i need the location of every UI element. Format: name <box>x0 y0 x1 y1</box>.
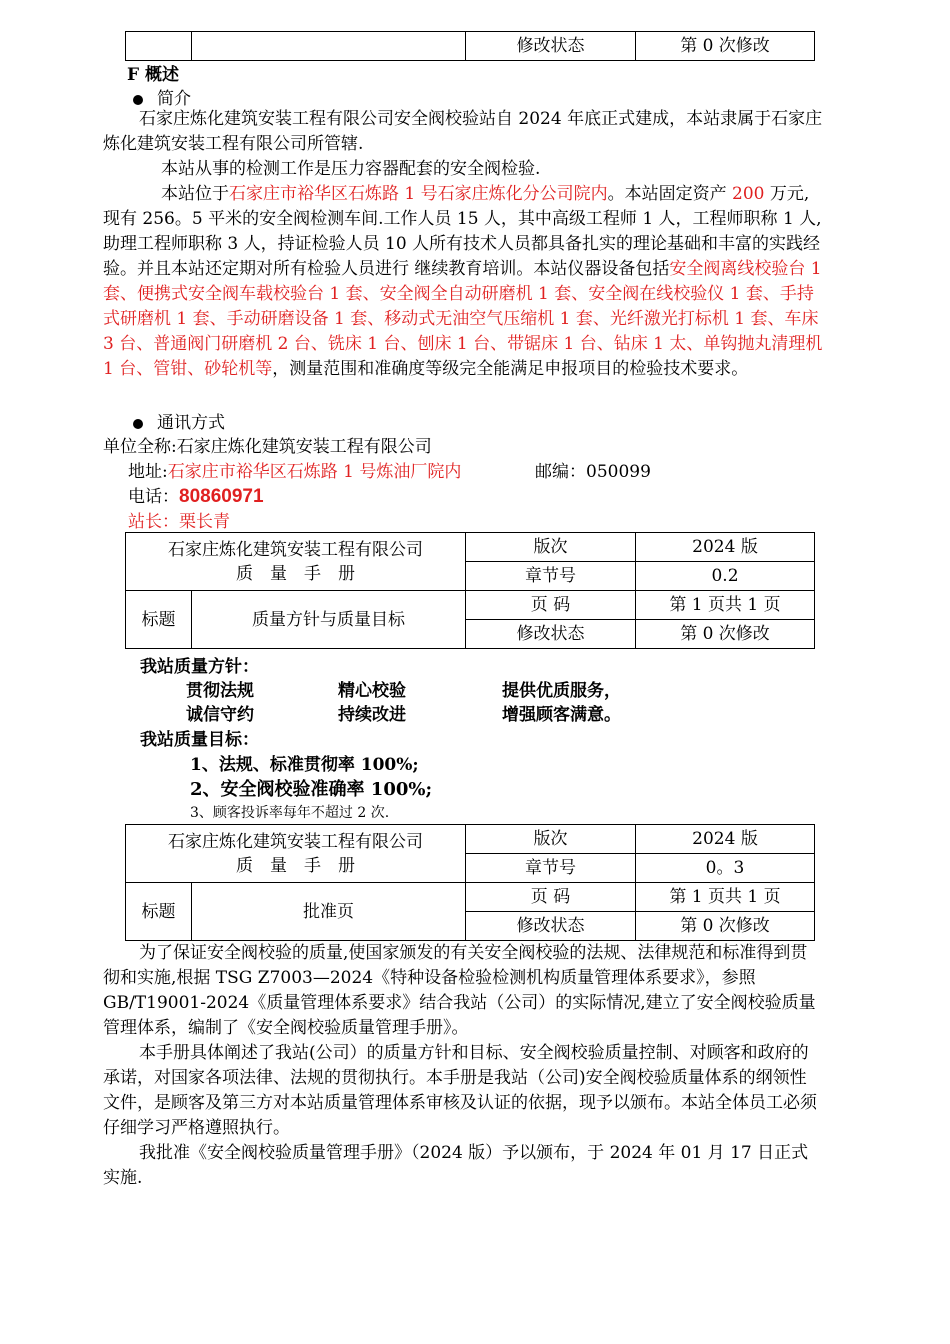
empty-cell <box>192 32 466 61</box>
title-label: 标题 <box>126 591 192 649</box>
chapter-label: 章节号 <box>466 854 636 883</box>
unit-line: 单位全称:石家庄炼化建筑安装工程有限公司 <box>103 437 432 457</box>
page-value: 第 1 页共 1 页 <box>636 591 815 620</box>
title-value: 质量方针与质量目标 <box>192 591 466 649</box>
header-table-2 <box>125 532 815 649</box>
approval-body <box>103 941 823 1191</box>
revision-value: 第 0 次修改 <box>636 32 815 61</box>
postcode: 邮编：050099 <box>535 462 651 482</box>
intro-body <box>103 107 823 382</box>
chapter-value: 0.2 <box>636 562 815 591</box>
intro-paragraph-3: 本站位于石家庄市裕华区石炼路 1 号石家庄炼化分公司院内。本站固定资产 200 万元,现有 256。5 平米的安全阀检测车间.工作人员 15 人，其中高级工程师 1 人，工程师职称 1 人,助理工程师职称 3 人，持证检验人员 10 人所有技术人员都具备扎实的理论基础和丰富的实践经验。并且本站还定期对所有检验人员进行 继续教育培训。本站仪器设备包括安全阀离线校验台 1 套、便携式安全阀车载校验台 1 套、安全阀全自动研磨机 1 套、安全阀在线校验仪 1 套、手持式研磨机 1 套、手动研磨设备 1 套、移动式无油空气压缩机 1 套、光纤激光打标机 1 套、车床 3 台、普通阀门研磨机 2 台、铣床 1 台、刨床 1 台、带锯床 1 台、钻床 1 太、单钩抛丸清理机 1 台、管钳、砂轮机等，测量范围和准确度等级完全能满足申报项目的检验技术要求。 <box>103 184 823 379</box>
assets-highlight: 200 <box>732 184 765 204</box>
revision-label: 修改状态 <box>466 620 636 649</box>
edition-label: 版次 <box>466 825 636 854</box>
intro-paragraph-1: 石家庄炼化建筑安装工程有限公司安全阀校验站自 2024 年底正式建成，本站隶属于石家庄炼化建筑安装工程有限公司所管辖. <box>103 109 823 154</box>
head-line: 站长：栗长青 <box>128 512 230 532</box>
chapter-label: 章节号 <box>466 562 636 591</box>
address-line: 地址:石家庄市裕华区石炼路 1 号炼油厂院内 <box>128 462 462 482</box>
intro-paragraph-2: 本站从事的检测工作是压力容器配套的安全阀检验. <box>161 159 541 179</box>
revision-label: 修改状态 <box>466 32 636 61</box>
approval-paragraph-1: 为了保证安全阀校验的质量,使国家颁发的有关安全阀校验的法规、法律规范和标准得到贯彻和实施,根据 TSG Z7003—2024《特种设备检验检测机构质量管理体系要求》，参照 GB/T19001-2024《质量管理体系要求》结合我站（公司）的实际情况,建立了安全阀校验质量管理体系，编制了《安全阀校验质量管理手册》。 <box>103 943 816 1038</box>
goal-item: 2、安全阀校验准确率 100%; <box>190 779 433 800</box>
page-label: 页 码 <box>466 591 636 620</box>
phone-line: 电话：80860971 <box>128 486 264 507</box>
equipment-highlight: 安全阀离线校验台 1 套、便携式安全阀车载校验台 1 套、安全阀全自动研磨机 1 套、安全阀在线校验仪 1 套、手持式研磨机 1 套、手动研磨设备 1 套、移动式无油空气压缩机 1 套、光纤激光打标机 1 套、车床 3 台、普通阀门研磨机 2 台、铣床 1 台、刨床 1 台、带锯床 1 台、钻床 1 太、单钩抛丸清理机 1 台、管钳、砂轮机等 <box>103 259 823 379</box>
goal-item: 3、顾客投诉率每年不超过 2 次. <box>190 805 390 821</box>
approval-paragraph-2: 本手册具体阐述了我站(公司）的质量方针和目标、安全阀校验质量控制、对顾客和政府的承诺，对国家各项法律、法规的贯彻执行。本手册是我站（公司)安全阀校验质量体系的纲领性文件，是顾客及第三方对本站质量管理体系审核及认证的依据，现予以颁布。本站全体员工必须仔细学习严格遵照执行。 <box>103 1043 817 1138</box>
company-cell: 石家庄炼化建筑安装工程有限公司 质 量 手 册 <box>126 825 466 883</box>
policy-item: 提供优质服务， <box>502 681 621 701</box>
policy-item: 贯彻法规 <box>186 681 254 701</box>
title-value: 批准页 <box>192 883 466 941</box>
address-value: 石家庄市裕华区石炼路 1 号炼油厂院内 <box>167 462 462 482</box>
policy-item: 精心校验 <box>338 681 406 701</box>
edition-value: 2024 版 <box>636 825 815 854</box>
contact-heading: 通讯方式 <box>133 408 225 433</box>
section-title: F 概述 <box>127 65 179 85</box>
approval-paragraph-3: 我批准《安全阀校验质量管理手册》（2024 版）予以颁布，于 2024 年 01 月 17 日正式实施. <box>103 1143 809 1188</box>
intro-heading: 简介 <box>133 84 191 109</box>
page-label: 页 码 <box>466 883 636 912</box>
revision-label: 修改状态 <box>466 912 636 941</box>
location-highlight: 石家庄市裕华区石炼路 1 号石家庄炼化分公司院内 <box>229 184 608 204</box>
policy-item: 诚信守约 <box>186 705 254 725</box>
page-value: 第 1 页共 1 页 <box>636 883 815 912</box>
bullet-icon <box>133 419 143 429</box>
policy-item: 持续改进 <box>338 705 406 725</box>
chapter-value: 0。3 <box>636 854 815 883</box>
company-cell: 石家庄炼化建筑安装工程有限公司 质 量 手 册 <box>126 533 466 591</box>
header-table-3 <box>125 824 815 941</box>
title-label: 标题 <box>126 883 192 941</box>
top-table <box>125 31 815 61</box>
policy-item: 增强顾客满意。 <box>502 705 621 725</box>
edition-value: 2024 版 <box>636 533 815 562</box>
goal-heading: 我站质量目标： <box>140 730 259 750</box>
phone-value: 80860971 <box>179 486 264 507</box>
revision-value: 第 0 次修改 <box>636 620 815 649</box>
bullet-icon <box>133 95 143 105</box>
revision-value: 第 0 次修改 <box>636 912 815 941</box>
empty-cell <box>126 32 192 61</box>
policy-heading: 我站质量方针： <box>140 657 259 677</box>
goal-item: 1、法规、标准贯彻率 100%; <box>190 755 419 775</box>
edition-label: 版次 <box>466 533 636 562</box>
